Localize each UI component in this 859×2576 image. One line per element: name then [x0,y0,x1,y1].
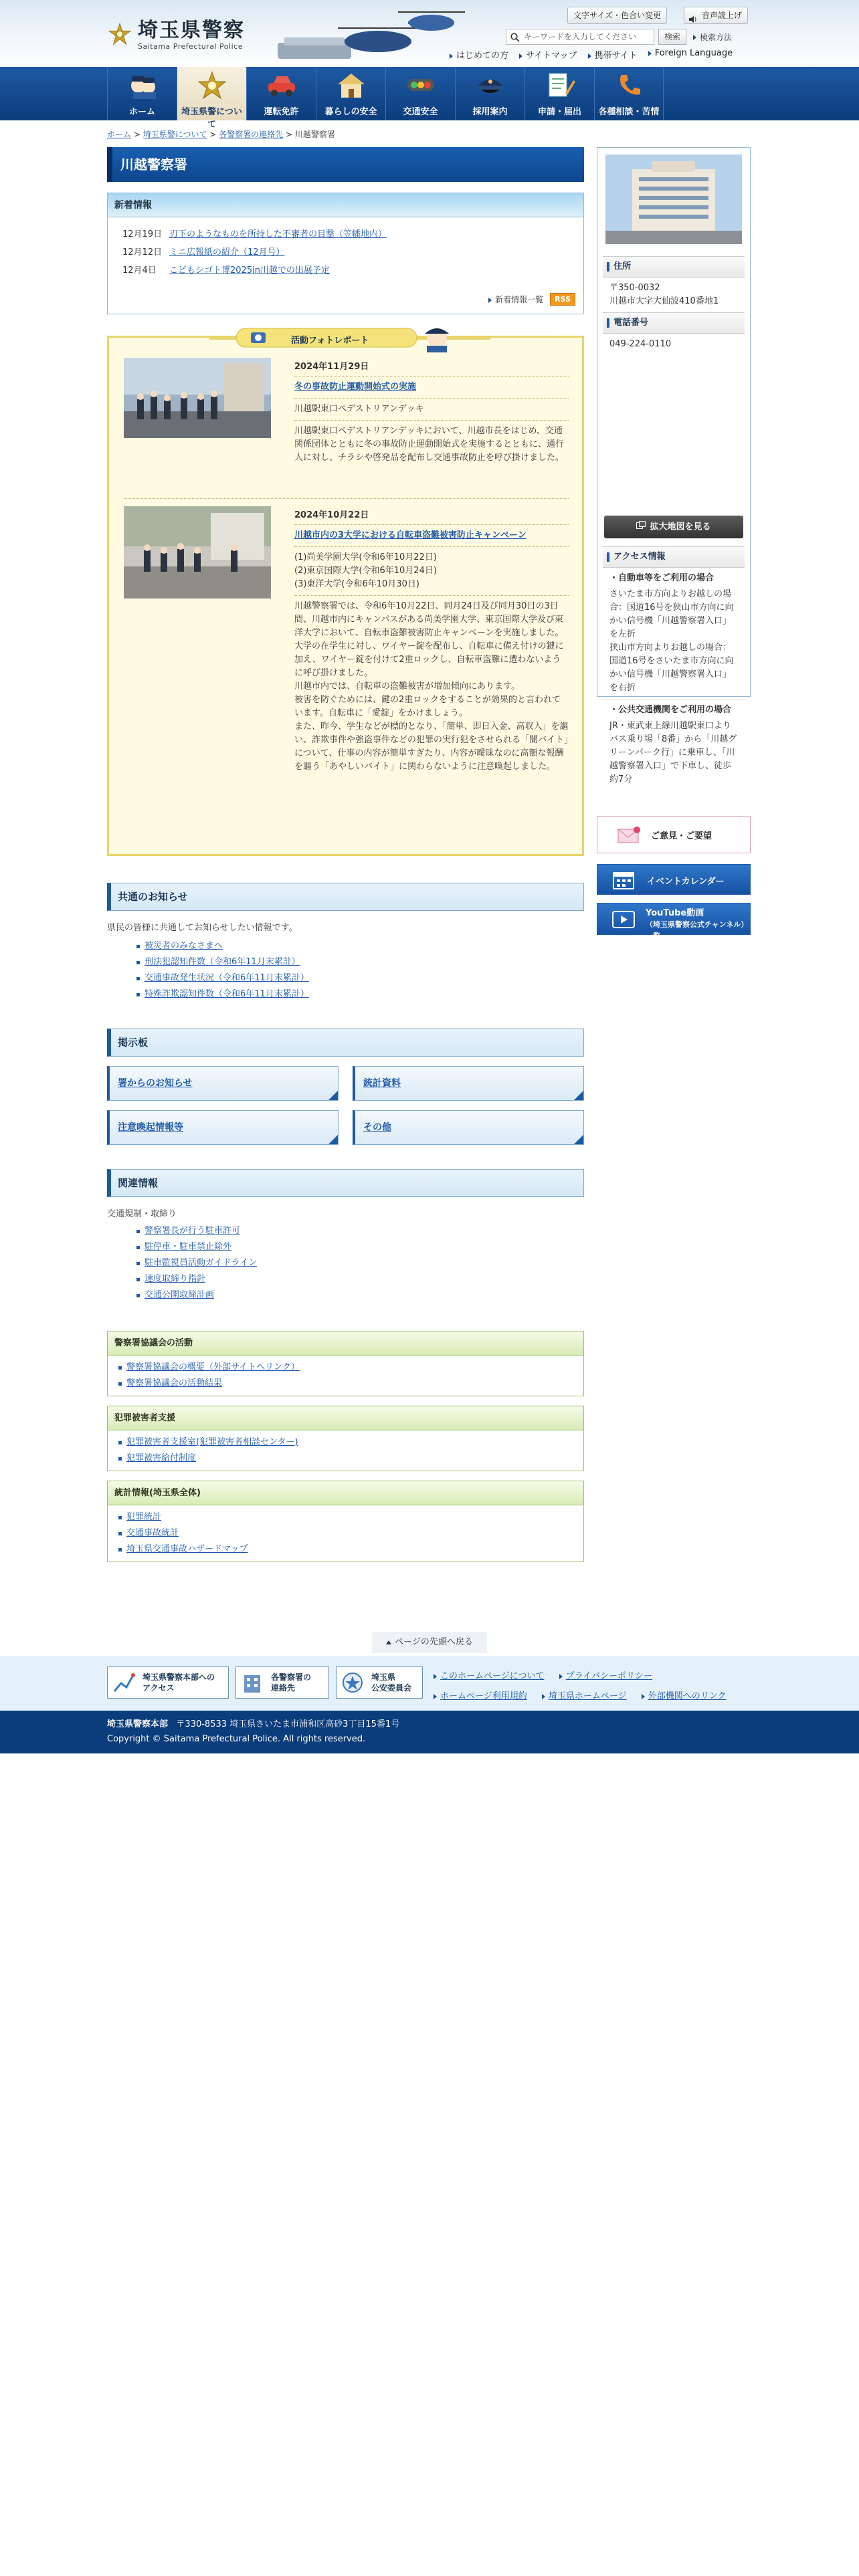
related-link[interactable]: 警察署長が行う駐車許可 [145,1226,241,1236]
nav-label: 各種相談・苦情 [598,107,660,117]
breadcrumb-current: 川越警察署 [294,130,335,139]
search-button[interactable]: 検索 [658,29,686,45]
nav-label: 採用案内 [472,107,508,117]
nav-recruitment[interactable] [455,67,524,120]
sublink-label: はじめての方 [456,51,509,61]
page-title: 川越警察署 [107,147,584,182]
transit-access-heading: ・公共交通機関をご利用の場合 [609,705,732,715]
related-link[interactable]: 交通公開取締計画 [145,1290,215,1300]
car-access-heading: ・自動車等をご利用の場合 [609,573,714,583]
victim-support-list [108,1430,583,1471]
footer-link-about-site[interactable] [434,1671,544,1681]
phone-icon [613,71,646,100]
footer-links-row [434,1687,727,1707]
board-button-station-news[interactable] [107,1066,339,1101]
police-emblem-icon [107,22,132,47]
nav-label: 交通安全 [403,107,438,117]
arrow-icon [434,1674,437,1679]
list-item [117,1360,583,1376]
footer-address-line [107,1717,399,1732]
site-footer [0,1711,859,1753]
search-help-link[interactable] [693,31,732,43]
footer-link-label: ホームページ利用規約 [440,1691,527,1701]
font-color-change-button[interactable]: 文字サイズ・色合い変更 [567,7,667,24]
victim-support-heading: 犯罪被害者支援 [108,1406,583,1430]
statistics-box [107,1481,584,1562]
news-heading: 新着情報 [108,193,583,217]
emblem-icon [341,1671,365,1694]
news-date: 12月12日 [122,247,163,257]
search-input[interactable] [506,29,654,45]
footer-link-label: このホームページについて [440,1671,545,1681]
station-building-photo [605,154,742,244]
commission-text [371,1672,411,1693]
arrow-icon [588,53,591,59]
footer-link-terms[interactable] [434,1691,527,1701]
search-bar [506,28,732,45]
sublink-sitemap[interactable] [519,48,577,61]
station-info-panel [597,147,751,784]
footer-link-privacy[interactable] [559,1671,652,1681]
enlarge-map-button[interactable] [604,516,743,538]
stations-contact-line1: 各警察署の [271,1673,312,1682]
search-icon [510,32,520,47]
news-panel [107,193,584,314]
corner-arrow-icon [574,1091,583,1100]
arrow-icon [450,53,453,59]
nav-traffic-safety[interactable] [385,67,455,120]
common-notices-section [107,883,584,1002]
list-item [117,1451,583,1467]
report-location: (1)尚美学園大学(令和6年10月22日) (2)東京国際大学(令和6年10月24日) (3)東洋大学(令和6年10月30日) [294,547,569,596]
arrow-icon [434,1694,437,1699]
list-item [135,1239,584,1255]
report-text [294,506,569,778]
list-item [135,1271,584,1287]
commission-line2: 公安委員会 [371,1683,412,1693]
hq-access-line1: 埼玉県警察本部への [142,1673,215,1682]
list-item [135,1223,584,1239]
search-help-label: 検索方法 [700,32,733,42]
report-text [294,358,569,469]
board-button-label: 署からのお知らせ [118,1078,193,1089]
news-list-link[interactable] [488,294,543,305]
youtube-sublabel: （埼玉県警察公式チャンネル）一覧 [646,920,749,940]
hq-access-text [142,1672,215,1693]
statistics-heading: 統計情報(埼玉県全体) [108,1481,583,1505]
news-link[interactable]: こどもシゴト博2025in川越での出展予定 [169,265,330,276]
site-header [0,0,859,67]
board-button-label: その他 [363,1122,391,1133]
related-link[interactable]: 駐車監視員活動ガイドライン [145,1258,258,1268]
station-address: 〒350-0032 川越市大字大仙波410番地1 [609,283,719,306]
site-logo[interactable] [107,15,245,55]
list-item [117,1434,583,1451]
common-notices-intro: 県民の皆様に共通してお知らせしたい情報です。 [107,923,298,933]
youtube-button[interactable] [597,903,751,940]
public-safety-commission-button[interactable] [336,1667,423,1699]
page-top-button[interactable] [372,1632,487,1653]
rss-button[interactable]: RSS [550,293,575,306]
list-item [135,1287,584,1303]
news-date: 12月4日 [122,265,157,276]
emblem-icon [196,71,228,100]
related-link[interactable]: 速度取締り指針 [145,1274,206,1284]
nav-label: 埼玉県警について [181,107,242,130]
breadcrumb-stations[interactable]: 各警察署の連絡先 [219,130,284,139]
mail-icon [617,826,642,845]
route-icon [112,1671,136,1694]
nav-drivers-license[interactable] [246,67,316,120]
report-item [124,506,569,841]
victim-support-link[interactable]: 犯罪被害給付制度 [126,1453,197,1463]
traffic-light-icon [405,71,437,100]
car-access-text: さいたま市方向よりお越しの場合：国道16号を狭山市方向に向かい信号機「川越警察署入口」を左折 狭山市方向よりお越しの場合：国道16号をさいたま市方向に向かい信号機「川越警察署入口」を右折 [603,586,745,700]
victim-support-box [107,1406,584,1471]
header-sublinks [450,48,733,61]
hq-access-line2: アクセス [142,1683,175,1693]
nav-home[interactable] [107,67,177,120]
voice-reader-label: 音声読上げ [702,11,743,20]
related-info-heading: 関連情報 [107,1169,584,1197]
related-link[interactable]: 駐停車・駐車禁止除外 [145,1242,232,1252]
footer-links [434,1667,727,1707]
board-heading: 掲示板 [107,1029,584,1057]
report-photo-street [124,358,271,438]
news-list-label: 新着情報一覧 [495,295,544,304]
house-icon [335,71,367,100]
board-section [107,1029,584,1156]
stations-contact-text [271,1672,311,1693]
report-title-link[interactable]: 冬の事故防止運動開始式の実施 [294,377,569,399]
statistics-link[interactable]: 交通事故統計 [126,1528,179,1538]
event-calendar-label: イベントカレンダー [647,877,725,887]
footer-link-label: 埼玉県ホームページ [548,1691,627,1701]
footer-navigation [0,1656,859,1711]
nav-living-safety[interactable] [316,67,385,120]
news-link[interactable]: ミニ広報紙の紹介（12月号） [169,247,285,257]
council-list [108,1356,583,1396]
arrow-icon [648,51,652,56]
opinion-label: ご意見・ご要望 [651,831,712,841]
statistics-link[interactable]: 埼玉県交通事故ハザードマップ [126,1544,248,1554]
play-icon [612,909,635,930]
station-phone: 049-224-0110 [609,339,672,349]
car-icon [266,71,298,100]
access-heading: アクセス情報 [603,546,745,568]
notice-link[interactable]: 特殊詐欺認知件数（令和6年11月末累計） [145,989,309,999]
list-item [135,986,584,1002]
nav-label: 暮らしの安全 [324,107,377,117]
news-item [122,227,583,239]
statistics-list [108,1505,583,1562]
list-item [117,1525,583,1541]
board-button-warnings[interactable] [107,1110,339,1145]
list-item [135,954,584,970]
arrow-icon [519,53,522,59]
notice-link[interactable]: 刑法犯認知件数（令和6年11月末累計） [145,957,300,967]
arrow-icon [693,35,696,40]
news-link[interactable]: 刃下のようなものを所持した不審者の目撃（笠幡地内） [169,229,387,239]
list-item [135,970,584,986]
footer-links-row [434,1667,727,1687]
nav-label: ホーム [128,107,155,117]
notice-link[interactable]: 交通事故発生状況（令和6年11月末累計） [145,973,309,983]
access-info [603,546,745,790]
home-icon [126,71,159,100]
nav-applications[interactable] [524,67,594,120]
arrow-icon [559,1674,563,1679]
report-divider [124,498,569,499]
footer-link-external[interactable] [642,1691,727,1701]
sublink-label: 携帯サイト [594,51,638,61]
news-footer [488,293,575,306]
sublink-label: Foreign Language [654,48,733,58]
board-button-label: 統計資料 [363,1078,401,1089]
news-item [122,263,583,276]
arrow-icon [642,1694,645,1699]
footer-link-label: 外部機関へのリンク [648,1691,727,1701]
council-heading: 警察署協議会の活動 [108,1331,583,1356]
search-placeholder: キーワードを入力してください [524,32,637,41]
breadcrumb: ホーム > 埼玉県警について > 各警察署の連絡先 > 川越警察署 [107,130,335,139]
nav-about[interactable] [177,67,246,130]
photo-report-panel [107,336,584,856]
police-cap-icon [474,71,506,100]
global-navigation [0,67,859,130]
enlarge-map-label: 拡大地図を見る [650,522,711,532]
building-icon [240,1671,264,1694]
helicopter-illustration [264,3,472,64]
list-item [135,938,584,954]
board-button-other[interactable] [353,1110,584,1145]
common-notices-list [135,938,584,1002]
logo-subtitle: Saitama Prefectural Police [138,41,243,51]
council-link[interactable]: 警察署協議会の概要（外部サイトへリンク） [126,1362,300,1372]
phone-heading: 電話番号 [603,312,745,334]
report-title-link[interactable]: 川越市内の3大学における自転車盗難被害防止キャンペーン [294,525,569,547]
main-content [107,147,584,1554]
notice-link[interactable]: 被災者のみなさまへ [145,941,223,951]
arrow-icon [542,1694,545,1699]
nav-label: 申請・届出 [537,107,581,117]
corner-arrow-icon [574,1135,583,1144]
breadcrumb-about[interactable]: 埼玉県警について [142,130,207,139]
corner-arrow-icon [328,1135,338,1144]
transit-access-text: JR・東武東上線川越駅東口よりバス乗り場「8番」から「川越グリーンパーク行」に乗車し、「川越警察署入口」で下車し、徒歩約7分 [609,721,737,784]
common-notices-heading: 共通のお知らせ [107,883,584,911]
list-item [117,1376,583,1392]
up-arrow-icon [386,1640,391,1644]
report-photo-campus [124,506,271,599]
board-button-label: 注意喚起情報等 [118,1122,183,1133]
victim-support-link[interactable]: 犯罪被害者支援室(犯罪被害者相談センター) [126,1437,298,1447]
report-body: 川越警察署では、令和6年10月22日、同月24日及び同月30日の3日間、川越市内にキャンパスがある尚美学園大学、東京国際大学及び東洋大学において、自転車盗難被害防止キャンペーンを実施しました。 大学の在学生に対し、ワイヤー錠を配布し、自転車に備え付けの鍵に加え、ワイヤー錠を付けて2重ロックし、自転車盗難に遭わないように呼び掛けました。 川越市内では、自転車の盗難被害が増加傾向にあります。 被害を防ぐためには、鍵の2重ロックをすることが効果的と言われています。自転車に「愛錠」をかけましょう。 また、昨今、学生などが標的となり、「簡単、即日入金、高収入」を謳い、詐欺事件や強盗事件などの犯罪の実行犯をさせられる「闇バイト」について、仕事の内容が簡単すぎたり、内容が曖昧なのに高額な報酬を謳う「あやしいバイト」に関わらないように注意喚起しました。 [294,601,569,772]
statistics-link[interactable]: 犯罪統計 [126,1512,162,1522]
arrow-icon [488,298,492,303]
board-button-statistics[interactable] [353,1066,584,1101]
sublink-label: サイトマップ [526,51,577,61]
speaker-icon [689,12,697,19]
voice-reader-button[interactable] [684,7,748,24]
council-link[interactable]: 警察署協議会の活動結果 [126,1378,223,1388]
news-item [122,245,583,257]
stations-contact-button[interactable] [235,1667,329,1699]
report-date: 2024年11月29日 [294,358,569,377]
report-location: 川越駅東口ペデストリアンデッキ [294,399,569,421]
related-subheading: 交通規制・取締り [107,1209,177,1219]
nav-consultation[interactable] [594,67,664,120]
opinion-button[interactable] [597,816,751,853]
footer-address: 〒330-8533 埼玉県さいたま市浦和区高砂3丁目15番1号 [176,1719,400,1729]
youtube-text [646,907,750,942]
footer-link-label: プライバシーポリシー [565,1671,652,1681]
footer-link-prefecture[interactable] [542,1691,627,1701]
sublink-mobile[interactable] [588,48,638,61]
sublink-foreign-language[interactable] [648,48,733,61]
news-date: 12月19日 [122,229,163,239]
list-item [117,1509,583,1525]
report-date: 2024年10月22日 [294,506,569,525]
station-info-content [603,256,745,355]
page-top-label: ページの先頭へ戻る [395,1637,473,1647]
report-item [124,358,569,492]
related-list [135,1223,584,1303]
nav-label: 運転免許 [264,107,299,117]
sublink-beginners[interactable] [450,48,508,61]
list-item [135,1255,584,1271]
council-box [107,1331,584,1396]
stations-contact-line2: 連絡先 [271,1683,296,1693]
corner-arrow-icon [328,1091,338,1100]
copyright: Copyright © Saitama Prefectural Police. All rights reserved. [107,1734,366,1744]
hq-access-button[interactable] [107,1667,229,1699]
commission-line1: 埼玉県 [371,1673,396,1682]
youtube-label: YouTube動画 [646,908,704,918]
event-calendar-button[interactable] [597,864,751,895]
calendar-icon [612,870,635,890]
form-icon [544,71,576,100]
map-icon [636,516,646,538]
report-body: 川越駅東口ペデストリアンデッキにおいて、川越市長をはじめ、交通関係団体とともに冬の事故防止運動開始式を実施するとともに、通行人に対し、チラシや啓発品を配布し交通事故防止を呼び掛けました。 [294,426,565,463]
photo-report-heading: 活動フォトレポート [291,336,369,346]
breadcrumb-home[interactable]: ホーム [107,130,132,139]
related-info-section [107,1169,584,1303]
logo-title: 埼玉県警察 [138,18,245,42]
address-heading: 住所 [603,256,745,278]
footer-org: 埼玉県警察本部 [107,1719,169,1729]
list-item [117,1541,583,1558]
